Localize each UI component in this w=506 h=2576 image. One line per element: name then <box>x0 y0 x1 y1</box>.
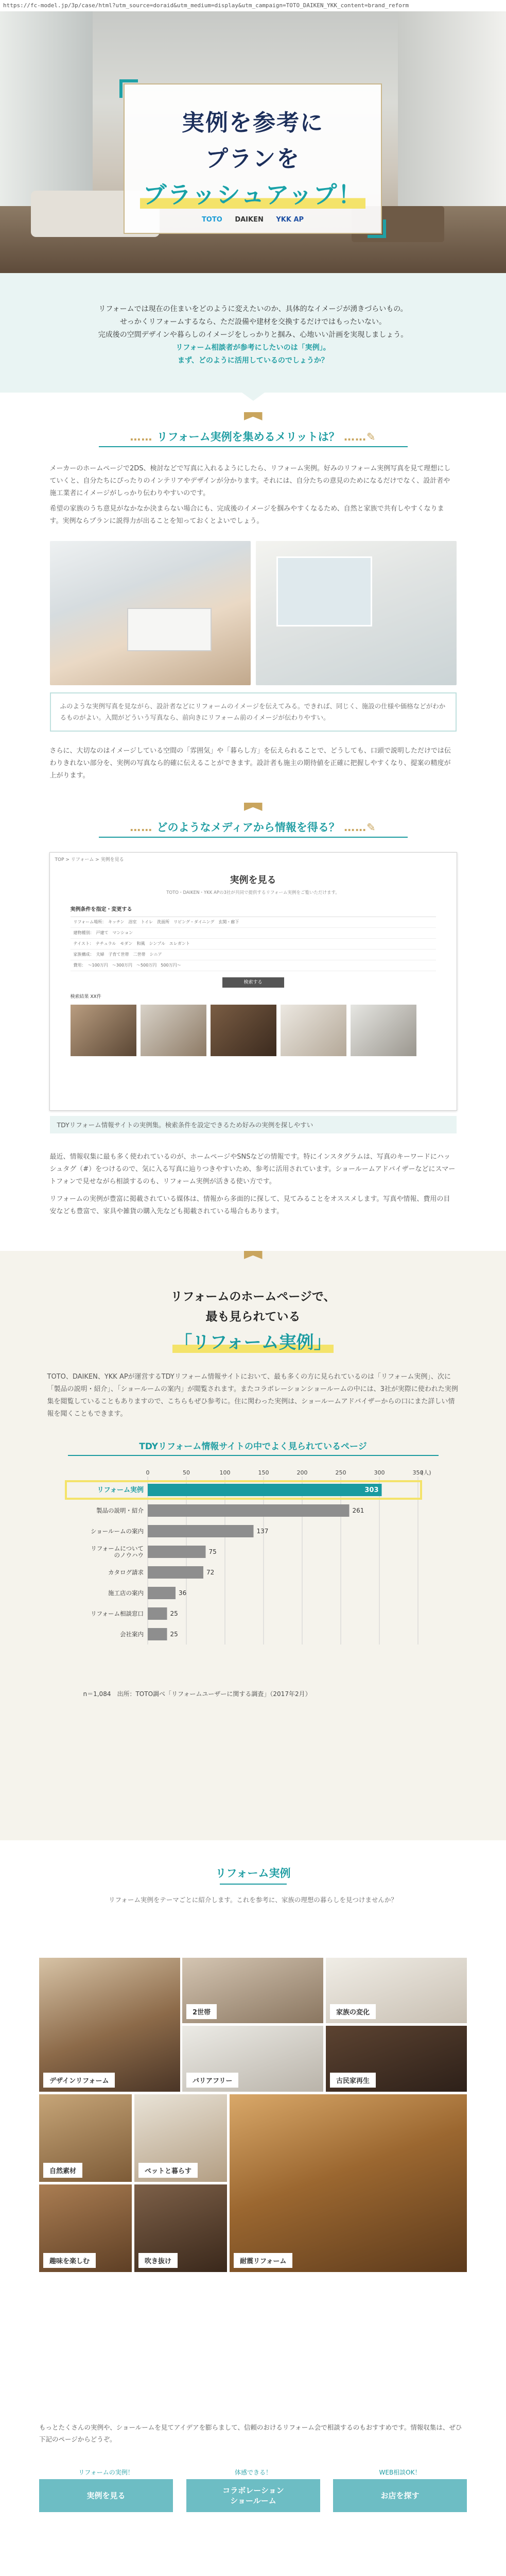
tick-label: 50 <box>182 1469 190 1476</box>
tick-label: 150 <box>258 1469 269 1476</box>
thumbnail <box>141 1005 206 1056</box>
chart-title: TDYリフォーム情報サイトの中でよく見られているページ <box>139 1442 367 1452</box>
ykk-logo: YKK AP <box>276 216 304 224</box>
bar <box>148 1525 254 1537</box>
case-tile[interactable] <box>39 2094 132 2182</box>
case-tile[interactable] <box>39 2184 132 2272</box>
showroom-button[interactable]: コラボレーション ショールーム <box>186 2479 320 2512</box>
bar <box>148 1587 176 1599</box>
case-tile-label: 古民家再生 <box>330 2073 376 2088</box>
survey-text: TOTO、DAIKEN、YKK APが運営するTDYリフォーム情報サイトにおいて、最も多くの方に見られているのは「リフォーム実例」、次に「製品の説明・紹介」、「ショールームの案内」が閲覧されます。またコラボレーションショールームの中には、3社が実際に使われた実例集を閲覧していることもありますので、こちらもぜひ参考に。住に関わった実例は、ショールームアドバイザーからの口にまた詳しい情報を聞くこともできます。 <box>47 1373 458 1418</box>
hero-title-box <box>124 83 382 234</box>
case-tile-label: 家族の変化 <box>330 2004 376 2019</box>
mockup-caption: TDYリフォーム情報サイトの実例集。検索条件を設定できるため好みの実例を探しやすい <box>50 1116 457 1133</box>
divider <box>99 446 408 447</box>
tick-label: 300 <box>374 1469 385 1476</box>
tick-label: 0 <box>146 1469 149 1476</box>
category-label: 製品の説明・紹介 <box>96 1507 144 1514</box>
photo-note: ふのような実例写真を見ながら、設計者などにリフォームのイメージを伝えてみる。できれば、同じく、施設の仕様や価格などがわかるものがよい。入間がどういう写真なら、前向きにリフォーム前のイメージが伝わりやすい。 <box>50 692 457 732</box>
cases-title: リフォーム実例 <box>215 1867 291 1879</box>
tick-label: 200 <box>296 1469 307 1476</box>
case-tile-label: 自然素材 <box>43 2163 82 2178</box>
survey-section <box>0 1251 506 1840</box>
filter-row: 費用： ～100万円 ～300万円 ～500万円 500万円～ <box>71 960 436 971</box>
divider <box>220 1884 287 1885</box>
category-label: ショールームの案内 <box>90 1528 144 1535</box>
thumbnail <box>71 1005 136 1056</box>
category-label: リフォーム実例 <box>97 1486 144 1494</box>
mock-title: 実例を見る <box>230 875 276 886</box>
intro-panel <box>0 273 506 393</box>
bar <box>148 1628 167 1640</box>
mock-thumbnails <box>71 1005 457 1056</box>
paragraph: 最近、情報収集に最も多く使われているのが、ホームページやSNSなどの情報です。特にインスタグラムは、写真のキーワードにハッシュタグ（#）をつけるので、気に入る写真に辿りつきやすいため、参考に活用されています。ショールームアドバイザーなどにスマートフォンで見せながら相談するのも、リフォーム実例が活きる使い方です。 <box>49 1153 456 1185</box>
survey-heading: リフォームのホームページで、 <box>170 1290 336 1303</box>
filter-row: リフォーム場所： キッチン 浴室 トイレ 洗面所 リビング・ダイニング 玄関・廊下 <box>71 917 436 928</box>
tick-label: 250 <box>335 1469 346 1476</box>
bar-chart-svg <box>63 1461 444 1677</box>
divider <box>68 1455 439 1456</box>
chart-footnote: n＝1,084 出所：TOTO調べ「リフォームユーザーに関する調査」（2017年2月） <box>83 1690 311 1698</box>
bar <box>148 1484 382 1496</box>
case-tile[interactable] <box>326 1958 467 2023</box>
cases-subtitle: リフォーム実例をテーマごとに紹介します。これを参考に、家族の理想の暮らしを見つけませんか？ <box>109 1896 397 1904</box>
toto-logo: TOTO <box>201 216 222 224</box>
mock-result-count: 検索結果 XX件 <box>70 994 101 999</box>
bookmark-icon <box>244 412 263 420</box>
case-tile[interactable] <box>134 2094 227 2182</box>
value-label: 75 <box>208 1548 217 1555</box>
tick-label: 100 <box>219 1469 230 1476</box>
arrow-down-icon <box>242 393 265 401</box>
filter-row: テイスト： ナチュラル モダン 和風 シンプル エレガント <box>71 939 436 950</box>
filter-row: 建物種別： 戸建て マンション <box>71 928 436 939</box>
washroom-photo <box>256 541 457 685</box>
cases-outro: もっとたくさんの実例や、ショールームを見てアイデアを膨らまして、信頼のおけるリフォーム会で相談するのもおすすめです。情報収集は、ぜひ下記のページからどうぞ。 <box>39 2424 462 2443</box>
mock-filter-table <box>71 917 436 971</box>
section-heading: …… リフォーム実例を集めるメリットは？ ……✎ <box>130 431 376 443</box>
filter-row: 家族構成： 夫婦 子育て世帯 二世帯 シニア <box>71 950 436 960</box>
bar <box>148 1566 203 1579</box>
unit-label: (人) <box>421 1469 431 1476</box>
category-label: 施工店の案内 <box>108 1589 144 1597</box>
category-label: リフォーム相談窓口 <box>90 1610 144 1617</box>
case-tile-label: バリアフリー <box>186 2073 238 2088</box>
survey-heading: 最も見られている <box>205 1310 301 1324</box>
paragraph: 希望の家族のうち意見がなかなか決まらない場合にも、完成後のイメージを掴みやすくなるため、自然と家族で共有しやすくなります。実例ならプランに説得力が出ることを知っておくとよいでしょう。 <box>49 505 444 525</box>
corner-bracket-icon <box>119 79 138 98</box>
breadcrumb: TOP > リフォーム > 実例を見る <box>55 857 124 862</box>
hero-banner <box>0 11 506 273</box>
intro-line: まず、どのように活用しているのでしょうか？ <box>178 357 328 365</box>
paragraph: メーカーのホームページで2DS、検討などで写真に入れるようにしたら、リフォーム実例。好みのリフォーム実例写真を見て理想にしていくと、自分たちにぴったりのインテリアやデザインが分かります。それには、自分たちの意見のためになるだけでなく、設計者や施工業者にイメージがしっかり伝わりやすいのです。 <box>49 465 451 497</box>
paragraph: さらに、大切なのはイメージしている空間の「雰囲気」や「暮らし方」を伝えられることで、どうしても、口頭で説明しただけでは伝わりきれない部分を、実例の写真なら的確に伝えることができます。設計者も施主の期待値を正確に把握しやすくなり、提案の精度が上がります。 <box>49 747 451 779</box>
find-store-button[interactable]: お店を探す <box>333 2479 467 2512</box>
intro-line: 完成後の空間デザインや暮らしのイメージをしっかりと掴み、心地いい計画を実現しましょう。 <box>98 331 408 339</box>
case-tile[interactable] <box>182 2026 323 2092</box>
thumbnail <box>281 1005 346 1056</box>
hero-title-line1: 実例を参考に <box>182 110 324 136</box>
thumbnail <box>211 1005 276 1056</box>
category-label: リフォームについて <box>90 1545 144 1552</box>
category-label: カタログ請求 <box>108 1569 144 1576</box>
tick-label: 350 <box>412 1469 423 1476</box>
example-photos <box>50 541 457 685</box>
case-tile[interactable] <box>230 2094 467 2272</box>
case-tile-label: 趣味を楽しむ <box>43 2253 96 2268</box>
category-label: のノウハウ <box>114 1551 144 1559</box>
value-label: 36 <box>178 1589 186 1597</box>
cases-section <box>0 1865 506 2515</box>
bar <box>148 1546 206 1558</box>
case-tile-label: 吹き抜け <box>138 2253 178 2268</box>
value-label: 137 <box>256 1528 268 1535</box>
mock-search-label: 実例条件を指定・変更する <box>70 907 132 912</box>
value-label: 25 <box>170 1631 178 1638</box>
bar <box>148 1607 167 1620</box>
case-tile[interactable] <box>39 1958 180 2092</box>
value-label: 303 <box>364 1486 378 1494</box>
button-kicker: 体感できる！ <box>234 2469 272 2476</box>
daiken-logo: DAIKEN <box>235 216 264 224</box>
case-tile-label: 耐震リフォーム <box>234 2253 292 2268</box>
address-bar[interactable]: https://fc-model.jp/3p/case/html?utm_source=doraid&utm_medium=display&utm_campaign=TOTO_DAIKEN_YKK_content=brand_reform <box>0 0 506 11</box>
category-label: 会社案内 <box>119 1631 144 1638</box>
section-heading: …… どのようなメディアから情報を得る？ ……✎ <box>130 821 376 834</box>
mock-search-button: 検索する <box>222 977 284 988</box>
living-room-photo <box>50 541 251 685</box>
value-label: 261 <box>352 1507 364 1514</box>
value-label: 72 <box>206 1569 214 1576</box>
case-tile[interactable] <box>326 2026 467 2092</box>
case-tile-label: デザインリフォーム <box>43 2073 115 2088</box>
thumbnail <box>351 1005 416 1056</box>
case-tile-label: ペットと暮らす <box>138 2163 198 2178</box>
bookmark-icon <box>244 803 263 811</box>
divider <box>99 837 408 838</box>
button-kicker: WEB相談OK！ <box>379 2469 421 2476</box>
intro-line: せっかくリフォームするなら、ただ設備や建材を交換するだけではもったいない。 <box>119 318 387 326</box>
brand-logos <box>125 216 381 224</box>
mock-description: TOTO・DAIKEN・YKK APの3社が共同で提供するリフォーム実例をご覧いただけます。 <box>166 890 340 895</box>
case-tile-label: 2世帯 <box>186 2004 217 2019</box>
case-tile[interactable] <box>134 2184 227 2272</box>
case-tile[interactable] <box>182 1958 323 2023</box>
button-kicker: リフォームの実例！ <box>78 2469 134 2476</box>
hero-title-line2: プランを <box>205 146 300 172</box>
site-mockup <box>49 852 457 1111</box>
bar-chart <box>63 1461 444 1698</box>
intro-line: リフォームでは現在の住まいをどのように変えたいのか、具体的なイメージが湧きづらいもの。 <box>98 305 408 313</box>
survey-highlight: 「リフォーム実例」 <box>0 1328 506 1353</box>
hero-title-line3: ブラッシュアップ！ <box>125 176 381 210</box>
view-examples-button[interactable]: 実例を見る <box>39 2479 173 2512</box>
bar <box>148 1504 350 1517</box>
paragraph: リフォームの実例が豊富に掲載されている媒体は、情報から多面的に探して、見てみることをオススメします。写真や情報、費用の目安なども豊富で、家具や雑貨の購入先なども掲載されている場合もあります。 <box>49 1195 450 1215</box>
value-label: 25 <box>170 1610 178 1617</box>
intro-line: リフォーム相談者が参考にしたいのは「実例」。 <box>176 344 330 352</box>
bookmark-icon <box>244 1251 263 1259</box>
